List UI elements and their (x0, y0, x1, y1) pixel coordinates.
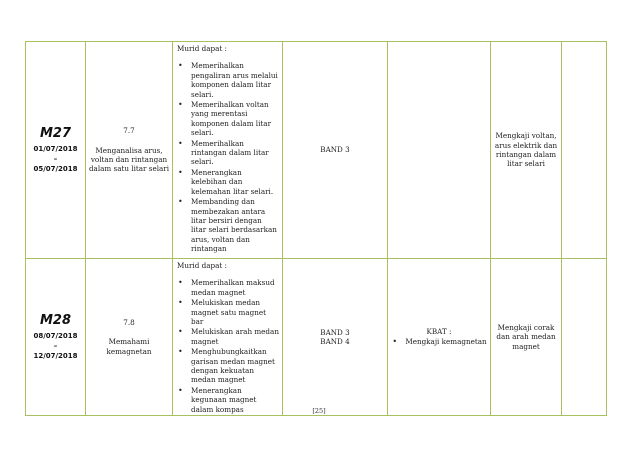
list-item: • Mengkaji kemagnetan (391, 337, 486, 346)
outcomes-list (177, 61, 279, 253)
outcomes-list (177, 278, 279, 414)
kbat-cell (388, 259, 491, 416)
empty-cell (562, 42, 607, 259)
week-cell (26, 259, 86, 416)
week-cell (26, 42, 86, 259)
list-item: • Memerihalkan voltan yang merentasi komponen dalam litar selari. (177, 100, 279, 138)
outcomes-heading: Murid dapat : (177, 44, 227, 53)
list-item: • Memerihalkan maksud medan magnet (177, 278, 279, 297)
kbat-title: KBAT : (426, 326, 452, 336)
learning-outcomes-cell (173, 259, 283, 416)
standard-number: 7.7 (123, 126, 135, 136)
band-cell (283, 42, 388, 259)
band-label: BAND 3 (320, 145, 350, 155)
page-number: [25] (312, 407, 326, 415)
remark-cell (491, 259, 562, 416)
list-item: • Memerihalkan rintangan dalam litar selari. (177, 139, 279, 167)
lesson-plan-table (25, 41, 607, 416)
remark-cell (491, 42, 562, 259)
outcomes-heading: Murid dapat : (177, 261, 227, 270)
kbat-cell (388, 42, 491, 259)
table-row (26, 42, 607, 259)
list-item: • Melukiskan medan magnet satu magnet bar (177, 298, 279, 326)
date-start: 08/07/2018 (33, 332, 78, 341)
band-cell (283, 259, 388, 416)
week-code: M28 (39, 313, 72, 329)
kbat-list (391, 337, 486, 346)
band-list (283, 145, 387, 154)
date-start: 01/07/2018 (33, 145, 78, 153)
standard-text: Menganalisa arus, voltan dan rintangan dalam satu litar selari (88, 145, 170, 174)
remark-text: Mengkaji voltan, arus elektrik dan rintangan dalam litar selari (494, 131, 558, 169)
content-standard-cell (86, 42, 173, 259)
list-item: • Menerangkan kegunaan magnet dalam kompas (177, 386, 279, 414)
content-standard-cell (86, 259, 173, 416)
table-row (26, 259, 607, 416)
kbat-block (391, 327, 486, 348)
list-item: • Menghubungkaitkan garisan medan magnet dengan kekuatan medan magnet (177, 347, 279, 385)
week-code: M27 (39, 126, 72, 141)
empty-cell (562, 259, 607, 416)
band-list (283, 328, 387, 347)
date-separator: – (53, 155, 58, 163)
list-item: • Membanding dan membezakan antara litar bersiri dengan litar selari berdasarkan arus, voltan dan rintangan (177, 197, 279, 253)
list-item: • Memerihalkan pengaliran arus melalui komponen dalam litar selari. (177, 61, 279, 99)
remark-text: Mengkaji corak dan arah medan magnet (496, 322, 556, 351)
date-separator: – (53, 342, 58, 351)
learning-outcomes-cell (173, 42, 283, 259)
list-item: • Menerangkan kelebihan dan kelemahan litar selari. (177, 168, 279, 196)
list-item: • Melukiskan arah medan magnet (177, 327, 279, 346)
standard-text: Memahami kemagnetan (106, 337, 152, 356)
date-end: 05/07/2018 (33, 165, 78, 173)
band-label: BAND 4 (320, 337, 350, 347)
standard-number: 7.8 (123, 317, 135, 327)
date-end: 12/07/2018 (33, 352, 78, 361)
band-label: BAND 3 (320, 327, 350, 337)
